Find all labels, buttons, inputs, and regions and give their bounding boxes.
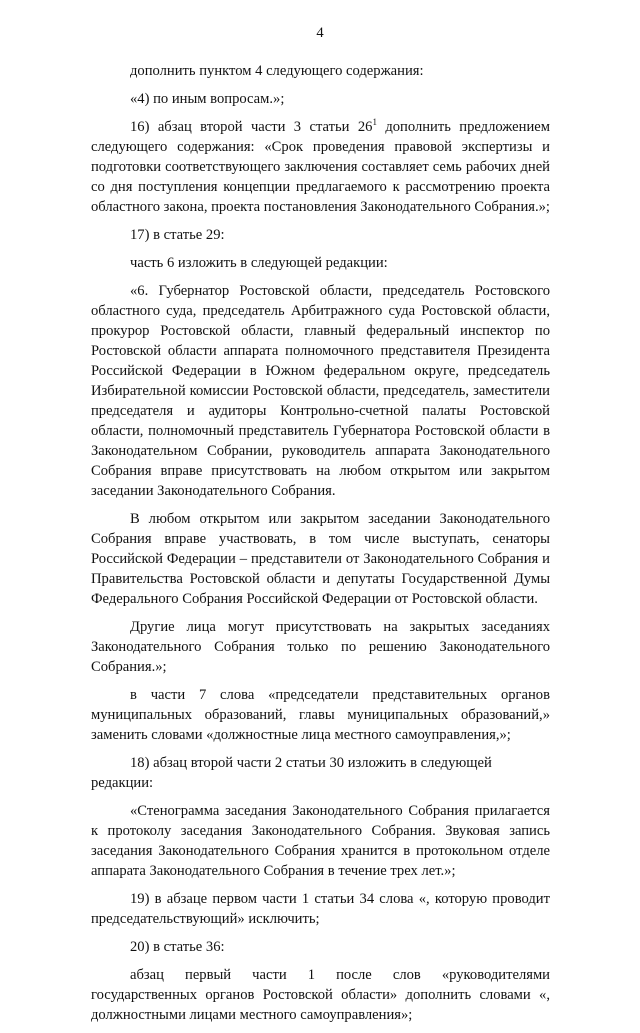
item-16-text-after: дополнить предложением следующего содержания: «Срок проведения правовой экспертизы и подготовки соответствующего заключения составляет семь рабочих дней со дня поступления концепции предлагаемого к рассмотрению проекта областного закона, проекта постановления Законодательного Собрания.»; xyxy=(91,119,550,215)
paragraph-1: дополнить пунктом 4 следующего содержания: xyxy=(130,63,424,79)
document-body xyxy=(91,61,550,1033)
item-16-text-before: 16) абзац второй части 3 статьи 26 xyxy=(130,119,373,135)
paragraph-part-1-article-36: абзац первый части 1 после слов «руководителями государственных органов Ростовской области» дополнить словами «, должностными лицами местного самоуправления»; xyxy=(91,967,550,1023)
paragraph-item-19: 19) в абзаце первом части 1 статьи 34 слова «, которую проводит председательствующий» исключить; xyxy=(91,891,550,927)
paragraph-part-6-intro: часть 6 изложить в следующей редакции: xyxy=(130,255,388,271)
paragraph-stenogram: «Стенограмма заседания Законодательного Собрания прилагается к протоколу заседания Законодательного Собрания. Звуковая запись заседания Законодательного Собрания хранится в протокольном отделе аппарата Законодательного Собрания в течение трех лет.»; xyxy=(91,803,550,879)
paragraph-item-18: 18) абзац второй части 2 статьи 30 изложить в следующей редакции: xyxy=(91,755,492,791)
paragraph-participation: В любом открытом или закрытом заседании Законодательного Собрания вправе участвовать, в том числе выступать, сенаторы Российской Федерации – представители от Законодательного Собрания и Правительства Ростовской области и депутаты Государственной Думы Федерального Собрания Российской Федерации от Ростовской области. xyxy=(91,511,550,607)
paragraph-part-6-text: «6. Губернатор Ростовской области, председатель Ростовского областного суда, председатель Арбитражного суда Ростовской области, прокурор Ростовской области, главный федеральный инспектор по Ростовской области аппарата полномочного представителя Президента Российской Федерации в Южном федеральном округе, председатель Избирательной комиссии Ростовской области, председатель, заместители председателя и аудиторы Контрольно-счетной палаты Ростовской области, полномочный представитель Губернатора Ростовской области в Законодательном Собрании, руководитель аппарата Законодательного Собрания вправе присутствовать на любом открытом или закрытом заседании Законодательного Собрания. xyxy=(91,283,550,499)
paragraph-item-16 xyxy=(91,117,550,217)
paragraph-part-7: в части 7 слова «председатели представительных органов муниципальных образований, главы муниципальных образований,» заменить словами «должностные лица местного самоуправления,»; xyxy=(91,687,550,743)
paragraph-item-17: 17) в статье 29: xyxy=(130,227,225,243)
paragraph-2: «4) по иным вопросам.»; xyxy=(130,91,285,107)
paragraph-item-20: 20) в статье 36: xyxy=(130,939,225,955)
page-number: 4 xyxy=(316,25,324,41)
paragraph-other-persons: Другие лица могут присутствовать на закрытых заседаниях Законодательного Собрания только по решению Законодательного Собрания.»; xyxy=(91,619,550,675)
item-16-superscript: 1 xyxy=(372,117,377,127)
